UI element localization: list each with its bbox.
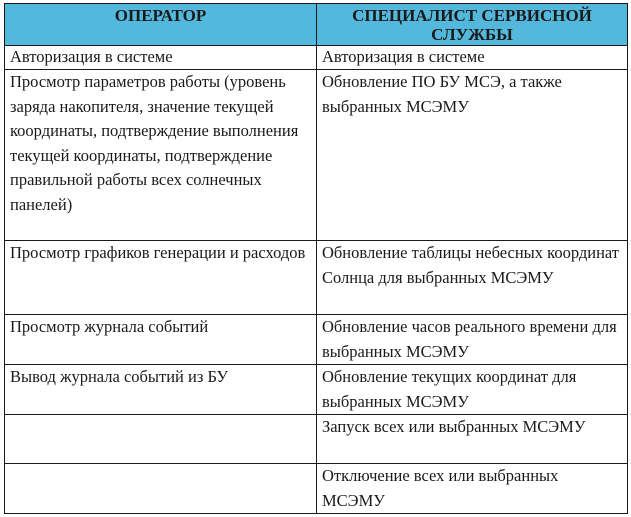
service-cell: Обновление текущих координат для выбранных МСЭМУ bbox=[317, 365, 628, 415]
table-row bbox=[5, 315, 628, 365]
operator-cell-empty bbox=[5, 415, 317, 464]
table-row bbox=[5, 464, 628, 514]
operator-cell-empty bbox=[5, 464, 317, 514]
service-cell: Обновление таблицы небесных координат Солнца для выбранных МСЭМУ bbox=[317, 241, 628, 315]
header-service-specialist: СПЕЦИАЛИСТ СЕРВИСНОЙ СЛУЖБЫ bbox=[317, 4, 628, 46]
table-row bbox=[5, 241, 628, 315]
operator-cell: Просмотр журнала событий bbox=[5, 315, 317, 365]
service-cell: Авторизация в системе bbox=[317, 46, 628, 70]
header-row bbox=[5, 4, 628, 46]
table-row bbox=[5, 415, 628, 464]
service-cell: Обновление ПО БУ МСЭ, а также выбранных МСЭМУ bbox=[317, 70, 628, 241]
header-operator: ОПЕРАТОР bbox=[5, 4, 317, 46]
operator-cell: Просмотр графиков генерации и расходов bbox=[5, 241, 317, 315]
service-cell: Запуск всех или выбранных МСЭМУ bbox=[317, 415, 628, 464]
service-cell: Отключение всех или выбранных МСЭМУ bbox=[317, 464, 628, 514]
operator-cell: Авторизация в системе bbox=[5, 46, 317, 70]
operator-cell: Вывод журнала событий из БУ bbox=[5, 365, 317, 415]
service-cell: Обновление часов реального времени для выбранных МСЭМУ bbox=[317, 315, 628, 365]
table-row bbox=[5, 46, 628, 70]
table-row bbox=[5, 70, 628, 241]
table-body bbox=[5, 46, 628, 514]
table-row bbox=[5, 365, 628, 415]
table-header bbox=[5, 4, 628, 46]
roles-table bbox=[4, 3, 628, 514]
operator-cell: Просмотр параметров работы (уровень заряда накопителя, значение текущей координаты, подтверждение выполнения текущей координаты, подтверждение правильной работы всех солнечных панелей) bbox=[5, 70, 317, 241]
